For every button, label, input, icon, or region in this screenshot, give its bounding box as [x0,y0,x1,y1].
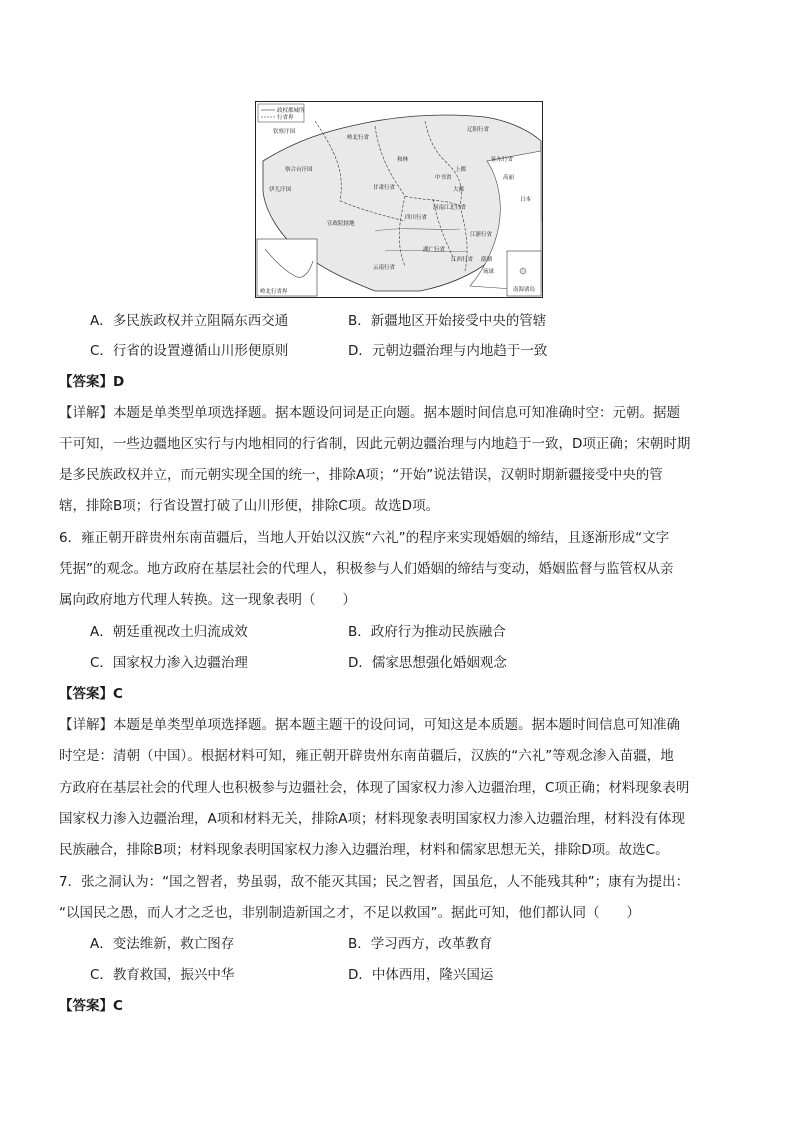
q5-explanation-line-3: 是多民族政权并立，而元朝实现全国的统一，排除A项；“开始”说法错误，汉朝时期新疆接受中央的管 [59,467,663,483]
q7-option-b: B．学习西方，改革教育 [348,936,493,952]
label-chahetai: 察合台汗国 [285,167,313,173]
q5-option-a: A．多民族政权并立阻隔东西交通 [90,313,289,329]
label-zhengdong: 征东行省 [491,157,514,163]
q7-option-c: C．教育救国，振兴中华 [90,967,235,983]
q6-explanation-line-2: 时空是：清朝（中国）。根据材料可知，雍正朝开辟贵州东南苗疆后，汉族的“六礼”等观念渗入苗疆，地 [59,748,674,764]
inset-left [257,239,317,296]
label-riben: 日本 [520,197,532,203]
label-jiangzhe: 江浙行省 [470,232,493,238]
q5-option-b: B．新疆地区开始接受中央的管辖 [348,313,547,329]
q6-stem-line-3: 属向政府地方代理人转换。这一现象表明（ ） [59,592,356,608]
label-qincha: 钦察汗国 [273,129,296,135]
label-sichuan: 四川行省 [405,215,428,221]
label-huguang: 湖广行省 [423,247,446,253]
q6-explanation-line-5: 民族融合，排除B项；材料现象表明国家权力渗入边疆治理，材料和儒家思想无关，排除D项。故选C。 [59,842,669,858]
label-jiangxi: 江西行省 [451,257,474,263]
label-gansu: 甘肃行省 [373,185,396,191]
q6-option-c: C．国家权力渗入边疆治理 [90,655,248,671]
q5-answer: 【答案】D [59,374,125,390]
label-yunnan: 云南行省 [373,265,396,271]
label-henan: 河南江北行省 [433,205,467,211]
q7-option-a: A．变法维新，救亡图存 [90,936,235,952]
label-liaoyang: 辽阳行省 [467,127,490,133]
label-dadu: 大都 [453,187,465,193]
q7-stem-line-2: “以国民之愚，而人才之乏也，非别制造新国之才，不足以救国”。据此可知，他们都认同（ ） [59,905,640,921]
map-drawing [255,101,543,298]
legend-item-0: 政权都城所 [277,108,305,114]
q6-stem-line-1: 6．雍正朝开辟贵州东南苗疆后，当地人开始以汉族“六礼”的程序来实现婚姻的缔结，且逐渐形成“文字 [59,530,670,546]
q5-explanation-line-1: 【详解】本题是单类型单项选择题。据本题设问词是正向题。据本题时间信息可知准确时空：元朝。据题 [59,405,680,421]
label-gaoli: 高丽 [503,175,515,181]
q6-option-b: B．政府行为推动民族融合 [348,624,506,640]
q6-explanation-line-4: 国家权力渗入边疆治理，A项和材料无关，排除A项；材料现象表明国家权力渗入边疆治理，材料没有体现 [59,811,685,827]
q5-explanation-line-2: 干可知，一些边疆地区实行与内地相同的行省制，因此元朝边疆治理与内地趋于一致，D项正确；宋朝时期 [59,436,691,452]
q6-option-a: A．朝廷重视改土归流成效 [90,624,248,640]
label-lingbei: 岭北行省 [347,135,370,141]
q7-option-d: D．中体西用，隆兴国运 [348,967,494,983]
label-xuanzheng: 宣政院辖地 [327,221,355,227]
q6-option-d: D．儒家思想强化婚姻观念 [348,655,507,671]
q6-explanation-line-3: 方政府在基层社会的代理人也积极参与边疆社会，体现了国家权力渗入边疆治理，C项正确；材料现象表明 [59,780,690,796]
label-helin: 和林 [397,157,409,163]
q5-explanation-line-4: 辖，排除B项；行省设置打破了山川形便，排除C项。故选D项。 [59,498,440,514]
q7-stem-line-1: 7．张之洞认为：“国之智者，势虽弱，敌不能灭其国；民之智者，国虽危，人不能残其种”；康有为提出： [59,874,690,890]
label-inset-caption: 岭北行省界 [260,289,288,295]
legend-item-1: 行省界 [277,115,294,121]
q6-answer: 【答案】C [59,686,123,702]
q5-option-c: C．行省的设置遵循山川形便原则 [90,343,289,359]
label-liuqiu: 琉球 [483,269,495,275]
label-penghu: 澎湖 [481,257,493,263]
q6-explanation-line-1: 【详解】本题是单类型单项选择题。据本题主题干的设问词，可知这是本质题。据本题时间信息可知准确 [59,717,680,733]
label-nanhai: 南海诸岛 [513,287,536,293]
q6-stem-line-2: 凭据”的观念。地方政府在基层社会的代理人，积极参与人们婚姻的缔结与变动，婚姻监督与监管权从亲 [59,561,674,577]
q7-answer: 【答案】C [59,998,123,1014]
label-zhongshu: 中书省 [435,175,452,181]
yuan-dynasty-map [255,101,543,298]
label-yier: 伊儿汗国 [269,187,292,193]
label-shangdu: 上都 [455,167,467,173]
q5-option-d: D．元朝边疆治理与内地趋于一致 [348,343,548,359]
